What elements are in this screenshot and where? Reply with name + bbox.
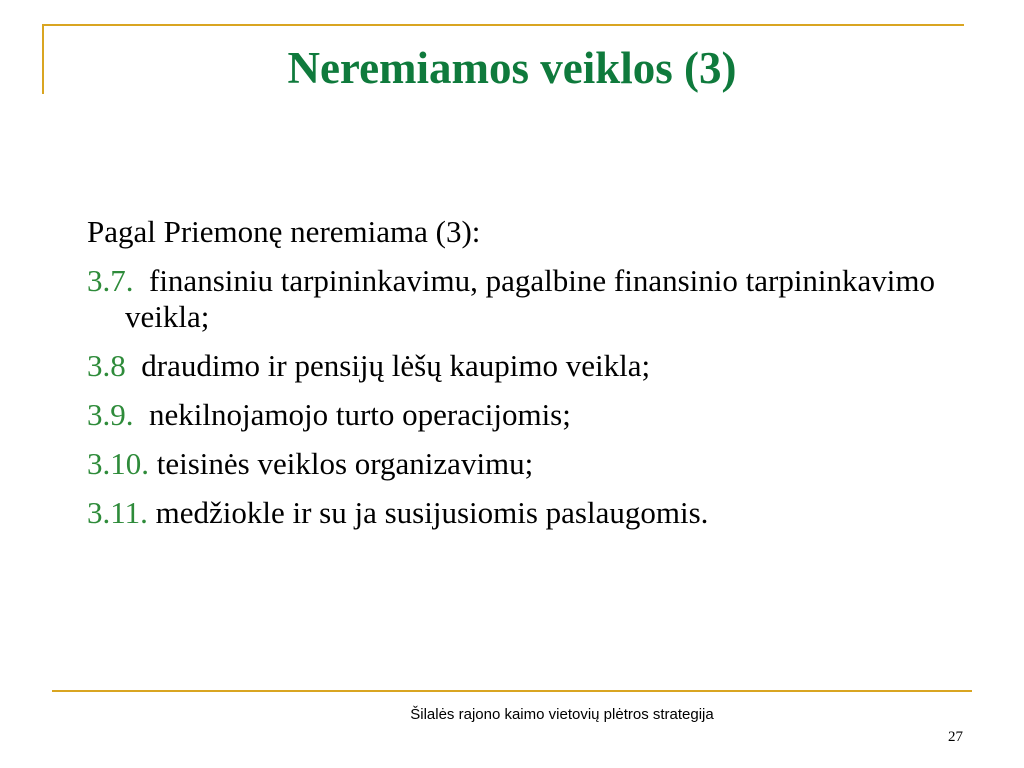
item-number: 3.7. bbox=[87, 263, 134, 298]
item-number: 3.11. bbox=[87, 495, 148, 530]
list-item bbox=[87, 397, 967, 433]
list-item bbox=[87, 446, 967, 482]
list-item bbox=[87, 263, 967, 335]
item-text: draudimo ir pensijų lėšų kaupimo veikla; bbox=[141, 348, 651, 383]
slide-body bbox=[87, 214, 967, 544]
item-text: nekilnojamojo turto operacijomis; bbox=[149, 397, 571, 432]
slide-title: Neremiamos veiklos (3) bbox=[287, 43, 737, 93]
item-number: 3.9. bbox=[87, 397, 134, 432]
page-number: 27 bbox=[948, 729, 963, 745]
item-number: 3.10. bbox=[87, 446, 149, 481]
footer-divider bbox=[52, 690, 972, 692]
list-item bbox=[87, 495, 967, 531]
list-item bbox=[87, 348, 967, 384]
top-frame-line bbox=[42, 24, 964, 26]
item-number: 3.8 bbox=[87, 348, 126, 383]
footer-text: Šilalės rajono kaimo vietovių plėtros strategija bbox=[410, 706, 714, 723]
item-text: teisinės veiklos organizavimu; bbox=[156, 446, 534, 481]
intro-text: Pagal Priemonę neremiama (3): bbox=[87, 214, 481, 249]
item-text: medžiokle ir su ja susijusiomis paslaugomis. bbox=[155, 495, 709, 530]
item-text: finansiniu tarpininkavimu, pagalbine finansinio tarpininkavimo veikla; bbox=[125, 263, 936, 334]
